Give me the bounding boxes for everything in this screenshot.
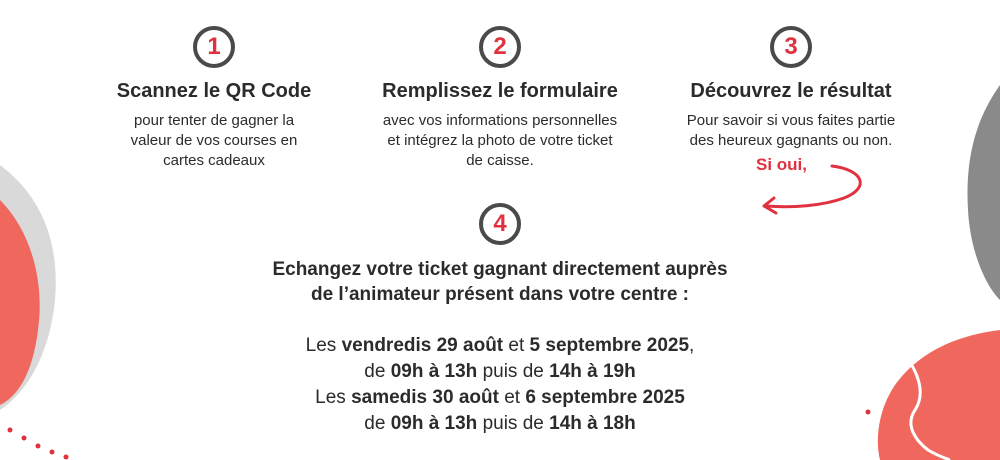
step-1-number-circle: 1 <box>193 26 235 68</box>
step-1-description <box>90 111 338 171</box>
date-line: de 09h à 13h puis de 14h à 19h <box>364 361 636 382</box>
event-dates <box>200 333 800 437</box>
right-coral-blob <box>878 330 1000 460</box>
step-1-title: Scannez le QR Code <box>116 80 312 102</box>
right-dot <box>866 410 871 415</box>
step-2-desc-line: de caisse. <box>466 152 534 169</box>
step-2 <box>350 26 650 171</box>
step-3 <box>660 26 922 151</box>
step-1-desc-line: valeur de vos courses en <box>130 132 298 149</box>
right-grey-shape <box>967 85 1000 300</box>
si-oui-label: Si oui, <box>756 155 807 174</box>
step-3-desc-line: des heureux gagnants ou non. <box>689 132 893 149</box>
step-2-title: Remplissez le formulaire <box>382 80 618 102</box>
exchange-instructions <box>200 257 800 307</box>
date-line: Les vendredis 29 août et 5 septembre 2025, <box>305 335 695 356</box>
date-line: Les samedis 30 août et 6 septembre 2025 <box>315 387 685 408</box>
step-4 <box>200 203 800 437</box>
step-3-title: Découvrez le résultat <box>690 80 892 102</box>
exchange-line: Echangez votre ticket gagnant directement auprès <box>272 259 728 280</box>
step-1-desc-line: cartes cadeaux <box>163 152 265 169</box>
step-3-number-circle: 3 <box>770 26 812 68</box>
left-dots <box>8 428 69 460</box>
exchange-line: de l’animateur présent dans votre centre : <box>310 284 689 305</box>
step-1 <box>90 26 338 171</box>
step-3-desc-line: Pour savoir si vous faites partie <box>686 112 896 129</box>
step-1-desc-line: pour tenter de gagner la <box>133 112 295 129</box>
step-2-description <box>350 111 650 171</box>
step-2-number-circle: 2 <box>479 26 521 68</box>
step-2-desc-line: et intégrez la photo de votre ticket <box>387 132 613 149</box>
step-2-desc-line: avec vos informations personnelles <box>382 112 618 129</box>
step-4-number-circle: 4 <box>479 203 521 245</box>
date-line: de 09h à 13h puis de 14h à 18h <box>364 413 636 434</box>
step-3-description <box>660 111 922 151</box>
